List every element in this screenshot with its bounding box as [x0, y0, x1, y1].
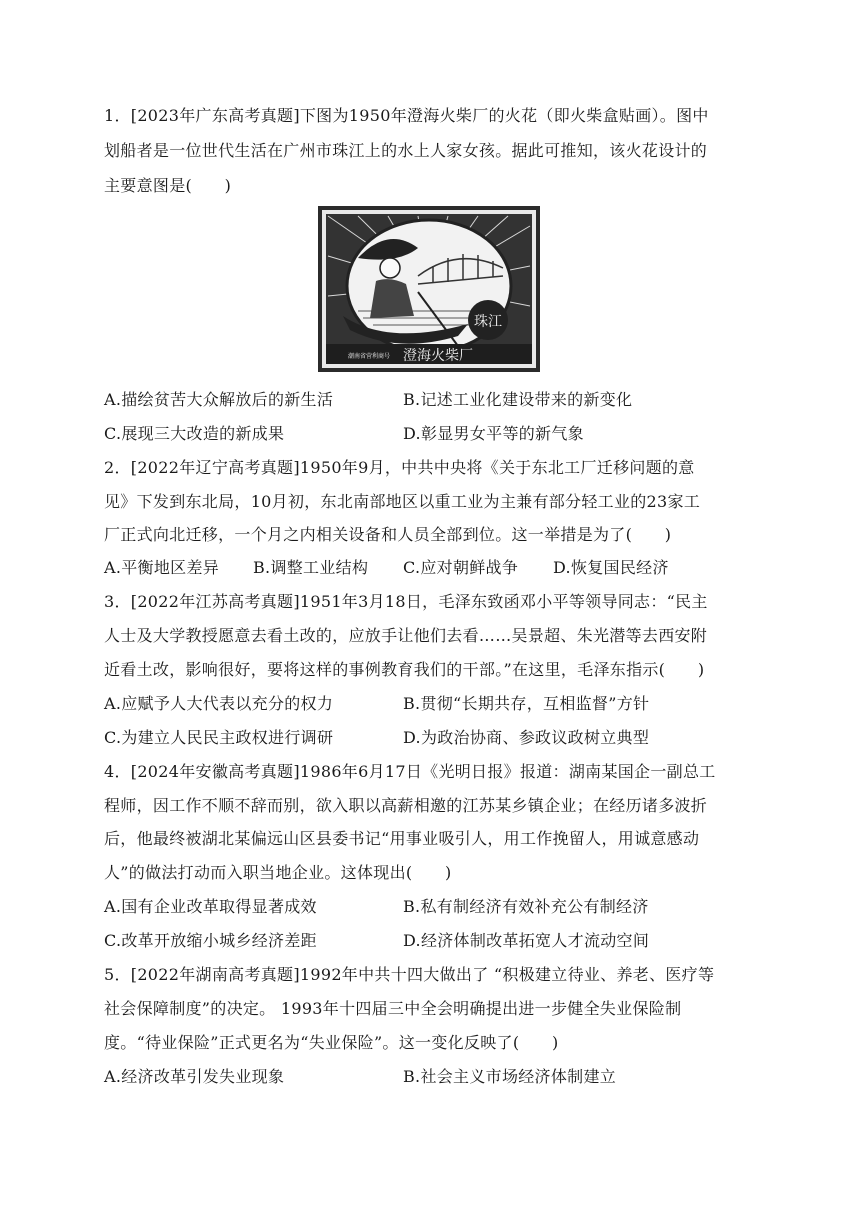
q1-option-b: B.记述工业化建设带来的新变化 [403, 390, 633, 409]
banner-small-label: 潮南省营利商号 [348, 353, 391, 360]
q4-stem-line-3: 后，他最终被湖北某偏远山区县委书记“用事业吸引人，用工作挽留人，用诚意感动 [104, 829, 700, 848]
q1-stem-line-2: 划船者是一位世代生活在广州市珠江上的水上人家女孩。据此可推知，该火花设计的 [104, 141, 708, 160]
q1-option-a: A.描绘贫苦大众解放后的新生活 [104, 390, 334, 409]
q3-stem-line-1: 3．[2022年江苏高考真题]1951年3月18日，毛泽东致函邓小平等领导同志：“民主 [104, 592, 708, 611]
q4-stem-line-2: 程师，因工作不顺不辞而别，欲入职以高薪相邀的江苏某乡镇企业；在经历诸多波折 [104, 796, 708, 815]
q3-option-c: C.为建立人民民主政权进行调研 [104, 728, 334, 747]
q4-option-a: A.国有企业改革取得显著成效 [104, 897, 317, 916]
q3-option-a: A.应赋予人大代表以充分的权力 [104, 694, 334, 713]
q4-stem-line-4: 人”的做法打动而入职当地企业。这体现出( ) [104, 863, 452, 882]
q2-stem-line-2: 见》下发到东北局，10月初，东北南部地区以重工业为主兼有部分轻工业的23家工 [104, 492, 701, 511]
q3-stem-line-2: 人士及大学教授愿意去看土改的，应放手让他们去看……吴景超、朱光潜等去西安附 [104, 626, 708, 645]
q3-option-b: B.贯彻“长期共存，互相监督”方针 [403, 694, 650, 713]
q2-option-a: A.平衡地区差异 [104, 558, 220, 577]
q2-stem-line-1: 2．[2022年辽宁高考真题]1950年9月，中共中央将《关于东北工厂迁移问题的意 [104, 458, 695, 477]
q2-option-b: B.调整工业结构 [253, 558, 369, 577]
q4-option-b: B.私有制经济有效补充公有制经济 [403, 897, 649, 916]
q1-stem-line-1: 1．[2023年广东高考真题]下图为1950年澄海火柴厂的火花（即火柴盒贴画）。图中 [104, 106, 709, 125]
q5-stem-line-3: 度。“待业保险”正式更名为“失业保险”。这一变化反映了( ) [104, 1033, 559, 1052]
river-label: 珠江 [474, 314, 502, 330]
factory-name-label: 澄海火柴厂 [403, 348, 473, 364]
q2-stem-line-3: 厂正式向北迁移，一个月之内相关设备和人员全部到位。这一举措是为了( ) [104, 525, 672, 544]
q5-stem-line-1: 5．[2022年湖南高考真题]1992年中共十四大做出了 “积极建立待业、养老、医疗等 [104, 965, 715, 984]
q5-option-b: B.社会主义市场经济体制建立 [403, 1067, 617, 1086]
q4-option-c: C.改革开放缩小城乡经济差距 [104, 931, 317, 950]
q2-option-d: D.恢复国民经济 [553, 558, 669, 577]
q4-option-d: D.经济体制改革拓宽人才流动空间 [403, 931, 650, 950]
q1-stem-line-3: 主要意图是( ) [104, 176, 232, 195]
q1-option-d: D.彰显男女平等的新气象 [403, 424, 584, 443]
q2-option-c: C.应对朝鲜战争 [403, 558, 519, 577]
q3-option-d: D.为政治协商、参政议政树立典型 [403, 728, 650, 747]
matchbox-label-image [318, 206, 540, 372]
q1-option-c: C.展现三大改造的新成果 [104, 424, 285, 443]
q3-stem-line-3: 近看土改，影响很好，要将这样的事例教育我们的干部。”在这里，毛泽东指示( ) [104, 660, 705, 679]
q4-stem-line-1: 4．[2024年安徽高考真题]1986年6月17日《光明日报》报道：湖南某国企一副总工 [104, 762, 716, 781]
q5-option-a: A.经济改革引发失业现象 [104, 1067, 285, 1086]
q5-stem-line-2: 社会保障制度”的决定。 1993年十四届三中全会明确提出进一步健全失业保险制 [104, 999, 682, 1018]
